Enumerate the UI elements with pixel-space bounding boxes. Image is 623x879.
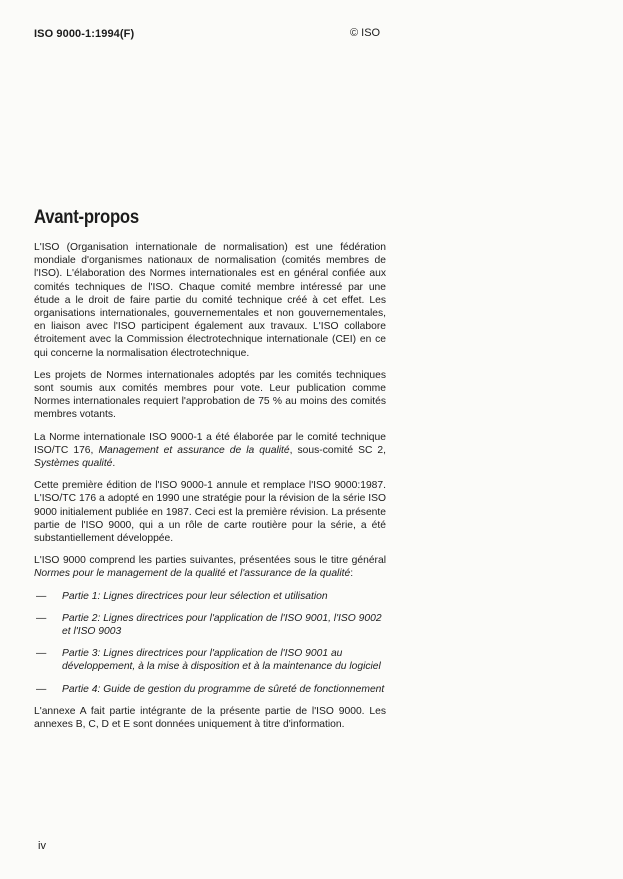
- list-item: — Partie 4: Guide de gestion du programme de sûreté de fonctionnement: [36, 683, 385, 695]
- section-title: Avant-propos: [34, 207, 139, 228]
- foreword-body: [34, 241, 386, 740]
- list-item: — Partie 1: Lignes directrices pour leur sélection et utilisation: [36, 590, 328, 602]
- paragraph-iso-intro: L'ISO (Organisation internationale de normalisation) est une fédération mondiale d'organismes nationaux de normalisation (comités membres de l'ISO). L'élaboration des Normes internationales est en général confiée aux comités techniques de l'ISO. Chaque comité membre intéressé par une étude a le droit de faire partie du comité technique créé à cet effet. Les organisations internationales, gouvernementales et non gouvernementales, en liaison avec l'ISO participent également aux travaux. L'ISO collabore étroitement avec la Commission électrotechnique internationale (CEI) en ce qui concerne la normalisation électrotechnique.: [34, 242, 386, 359]
- paragraph-drafts: Les projets de Normes internationales adoptés par les comités techniques sont soumis aux comités membres pour vote. Leur publication comme Normes internationales requiert l'approbation de 75 % au moins des comités membres votants.: [34, 369, 386, 421]
- copyright-notice: © ISO: [350, 27, 381, 39]
- list-item: — Partie 3: Lignes directrices pour l'application de l'ISO 9001 au développement, à la mise à disposition et à la maintenance du logiciel: [36, 648, 381, 673]
- list-item: — Partie 2: Lignes directrices pour l'application de l'ISO 9001, l'ISO 9002 et l'ISO 9003: [36, 612, 382, 638]
- parts-list: [34, 590, 386, 696]
- standard-reference: ISO 9000-1:1994(F): [34, 28, 135, 40]
- page-number: iv: [38, 840, 46, 852]
- paragraph-parts-intro: L'ISO 9000 comprend les parties suivantes, présentées sous le titre général Normes pour le management de la qualité et l'assurance de la qualité:: [34, 555, 386, 580]
- paragraph-committee: La Norme internationale ISO 9000-1 a été élaborée par le comité technique ISO/TC 176, Management et assurance de la qualité, sous-comité SC 2, Systèmes qualité.: [34, 431, 387, 470]
- paragraph-edition: Cette première édition de l'ISO 9000-1 annule et remplace l'ISO 9000:1987. L'ISO/TC 176 a adopté en 1990 une stratégie pour la révision de la série ISO 9000 initialement publiée en 1987. Ceci est la première révision. La présente partie de l'ISO 9000, qui a un rôle de carte routière pour la série, a été substantiellement développée.: [34, 480, 386, 545]
- paragraph-annexes: L'annexe A fait partie intégrante de la présente partie de l'ISO 9000. Les annexes B, C, D et E sont données uniquement à titre d'information.: [34, 705, 386, 731]
